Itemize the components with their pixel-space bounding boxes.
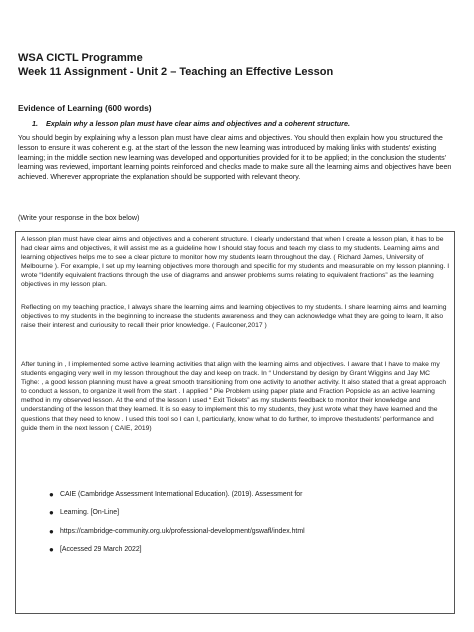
- assignment-title: Week 11 Assignment - Unit 2 – Teaching an Effective Lesson: [18, 66, 334, 78]
- question-number: 1.: [32, 119, 38, 128]
- response-paragraph-3: After tuning in , I implemented some active learning activities that align with the learning aims and objectives. I aware that I have to make my students engaging very well in my lesson throughout the day and keep on track. In “ Understand by design by Grant Wiggins and Jay MC Tighe: , a good lesson planning must have a great smooth transitioning from one activity to another activity. It also stated that a great approach to conduct a lesson, to organize it well from the start . I applied ” Pie Problem using paper plate and Fraction Popsicle as an active learning method in my observed lesson. At the end of the lesson I used “ Exit Tickets” as my students feedback to monitor their knowledge and understanding of the lesson that they learned. It is so easy to implement this to my students, they just wrote what they have learned and the questions that they need to know . I used this tool so I can I, particularly, know what to do further, to improve thestudents' performance and guide them in the next lesson ( CAIE, 2019): [21, 361, 447, 432]
- response-paragraph-1: A lesson plan must have clear aims and objectives and a coherent structure. I clearly understand that when I create a lesson plan, it has to be had clear aims and objectives, it will assist me as a guideline how I should stay focus and teach my class to my students. Learning aims and learning objectives helps me to see a clear picture to monitor how my students learn throughout the day. ( Richard James, University of Melbourne ). For example, I set up my learning objectives more thorough and specific for my students and measurable on my lesson planning. I wrote “Identify equivalent fractions through the use of diagrams and answer problems sums relating to equivalent fractions” as the learning objectives in my lesson plan.: [21, 236, 450, 289]
- bullet-icon: ●: [49, 544, 54, 554]
- reference-item: [49, 508, 440, 526]
- reference-text: CAIE (Cambridge Assessment International Education). (2019). Assessment for: [60, 491, 303, 498]
- programme-title: WSA CICTL Programme: [18, 52, 143, 64]
- question-item: [32, 119, 350, 128]
- response-paragraph-2: Reflecting on my teaching practice, I always share the learning aims and learning objectives to my students. I share learning aims and learning objectives to my students in the beginning to increase the students awareness and they can acknowledge what they are going to learn, It also raise their interest and curiousity to recall their prior knowledge. ( Faulconer,2017 ): [21, 304, 447, 330]
- reference-link[interactable]: https://cambridge-community.org.uk/professional-development/gswafl/index.html: [60, 527, 305, 535]
- response-note: (Write your response in the box below): [18, 214, 140, 222]
- reference-text: [Accessed 29 March 2022]: [60, 545, 142, 553]
- reference-item: [49, 526, 440, 545]
- reference-list: [49, 490, 440, 563]
- bullet-icon: ●: [49, 526, 54, 536]
- reference-item: [49, 490, 440, 508]
- bullet-icon: ●: [49, 490, 54, 499]
- question-text: Explain why a lesson plan must have clear aims and objectives and a coherent structure.: [46, 119, 350, 128]
- reference-text: Learning. [On-Line]: [60, 509, 119, 517]
- section-heading: Evidence of Learning (600 words): [18, 103, 152, 113]
- instructions-paragraph: You should begin by explaining why a lesson plan must have clear aims and objectives. You should then explain how you structured the lesson to ensure it was coherent e.g. at the start of the lesson the new learning was introduced by making links with students' existing learning; in the middle section new learning was developed and opportunities provided for it to be applied; in the conclusion the students' learning was reviewed, important learning points reinforced and checks made to make sure all the learning aims and objectives have been achieved. Wherever appropriate the explanation should be supported with relevant theory.: [18, 134, 452, 182]
- bullet-icon: ●: [49, 508, 54, 518]
- reference-item: [49, 544, 440, 563]
